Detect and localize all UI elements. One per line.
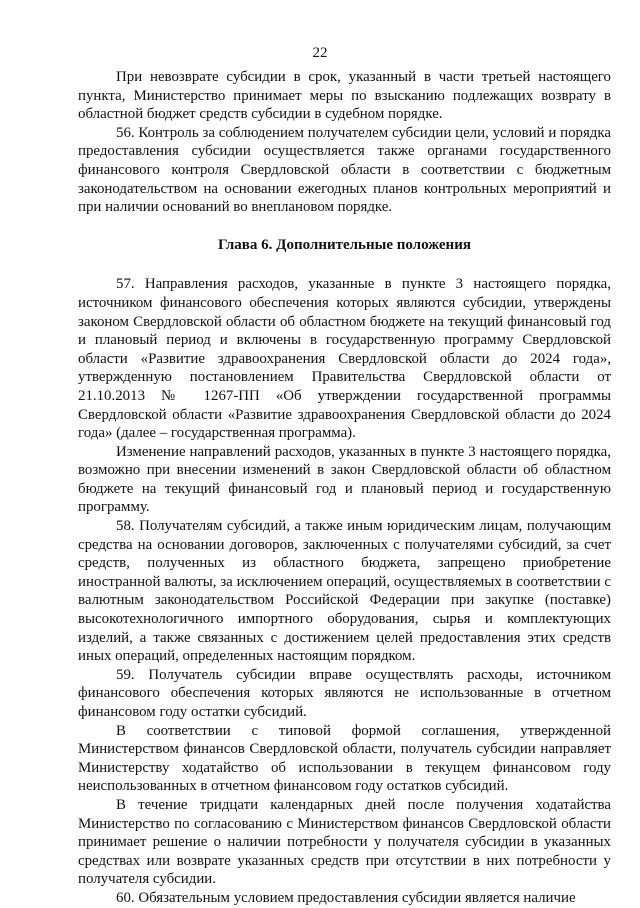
page-number: 22: [312, 45, 328, 61]
paragraph-58: 58. Получателям субсидий, а также иным юридическим лицам, получающим средства на основании договоров, заключенных с получателями субсидий, за счет средств, полученных из областного бюджета, запрещено приобретение иностранной валюты, за исключением операций, осуществляемых в соответствии с валютным законодательством Российской Федерации при закупке (поставке) высокотехнологичного импортного оборудования, сырья и комплектующих изделий, а также связанных с достижением целей предоставления этих средств иных операций, определенных настоящим порядком.: [78, 518, 611, 665]
paragraph: Изменение направлений расходов, указанных в пункте 3 настоящего порядка, возможно при внесении изменений в закон Свердловской области об областном бюджете на текущий финансовый год и плановый период и государственную программу.: [78, 443, 611, 516]
document-body: [78, 68, 611, 908]
chapter-heading: Глава 6. Дополнительные положения: [218, 236, 471, 253]
paragraph-60: 60. Обязательным условием предоставления субсидии является наличие: [116, 889, 576, 906]
paragraph: В течение тридцати календарных дней после получения ходатайства Министерство по согласованию с Министерством финансов Свердловской области принимает решение о наличии потребности у получателя субсидии в указанных средствах или возврате указанных средств при отсутствии в них потребности у получателя субсидии.: [78, 796, 611, 888]
paragraph-56: 56. Контроль за соблюдением получателем субсидии цели, условий и порядка предоставления субсидии осуществляется также органами государственного финансового контроля Свердловской области в соответствии с бюджетным законодательством на основании ежегодных планов контрольных мероприятий и при наличии оснований во внеплановом порядке.: [78, 124, 611, 216]
paragraph-59: 59. Получатель субсидии вправе осуществлять расходы, источником финансового обеспечения которых являются не использованные в отчетном финансовом году остатки субсидий.: [78, 666, 611, 720]
paragraph: При невозврате субсидии в срок, указанный в части третьей настоящего пункта, Министерство принимает меры по взысканию подлежащих возврату в областной бюджет средств субсидии в судебном порядке.: [78, 69, 611, 123]
paragraph-57: 57. Направления расходов, указанные в пункте 3 настоящего порядка, источником финансового обеспечения которых являются субсидии, утверждены законом Свердловской области об областном бюджете на текущий финансовый год и плановый период и включены в государственную программу Свердловской области «Развитие здравоохранения Свердловской области до 2024 года», утвержденную постановлением Правительства Свердловской области от 21.10.2013 № 1267-ПП «Об утверждении государственной программы Свердловской области «Развитие здравоохранения Свердловской области до 2024 года» (далее – государственная программа).: [78, 276, 611, 442]
paragraph: В соответствии с типовой формой соглашения, утвержденной Министерством финансов Свердловской области, получатель субсидии направляет Министерству ходатайство об использовании в текущем финансовом году неиспользованных в отчетном финансовом году остатков субсидий.: [78, 722, 611, 795]
